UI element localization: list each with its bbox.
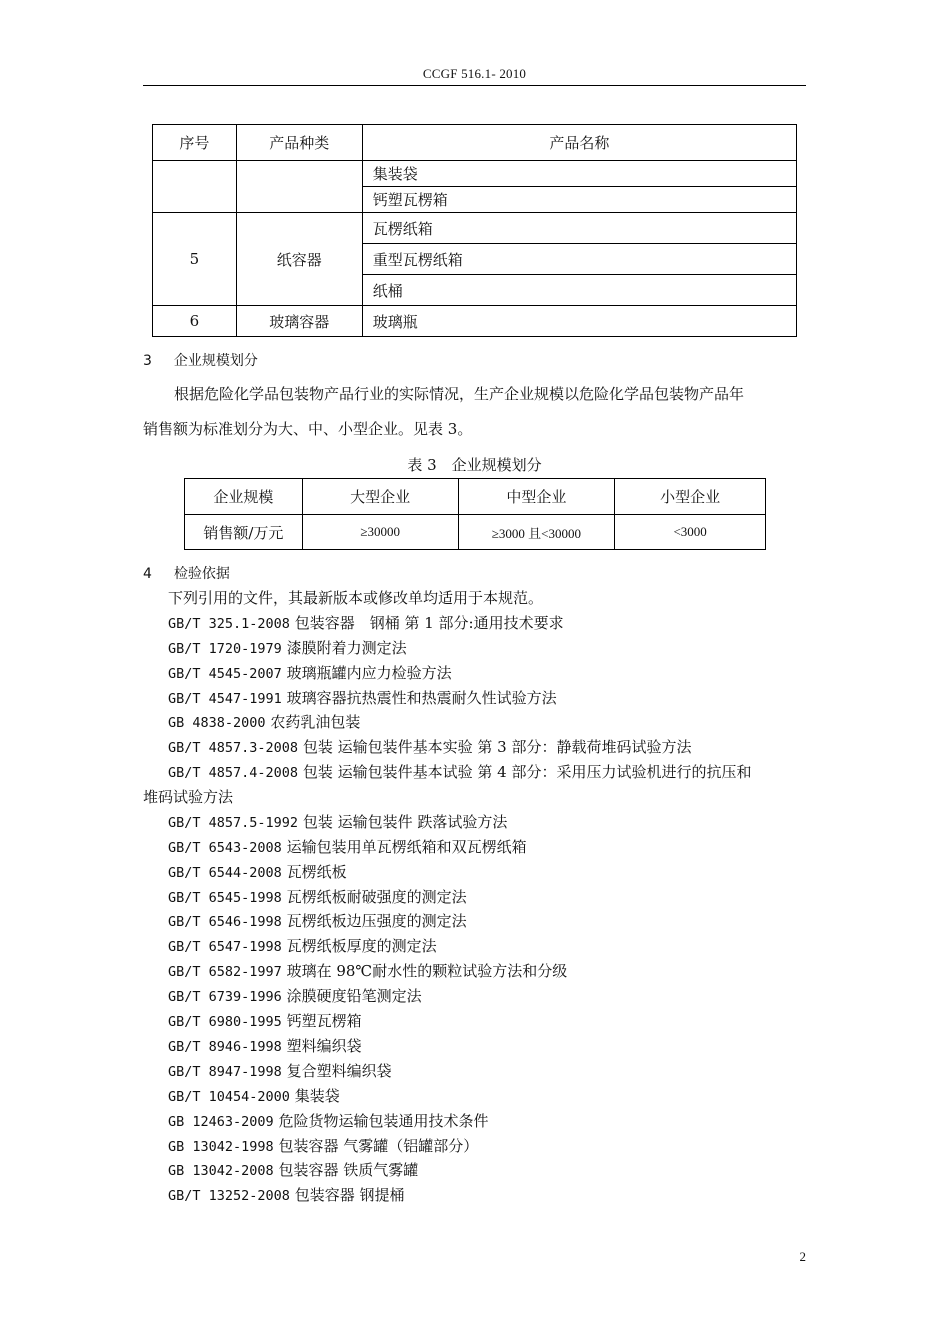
reference-title: 玻璃瓶罐内应力检验方法 <box>286 664 452 682</box>
section-title: 企业规模划分 <box>173 353 258 369</box>
table-cell: 集装袋 <box>362 161 796 187</box>
reference-code: GB/T 325.1-2008 <box>168 616 290 632</box>
reference-code: GB/T 4857.5-1992 <box>168 815 299 831</box>
reference-title: 包装容器 钢桶 第 1 部分:通用技术要求 <box>294 614 564 632</box>
reference-title: 塑料编织袋 <box>286 1037 362 1055</box>
table-header-cell: 大型企业 <box>302 479 458 515</box>
reference-title: 瓦楞纸板厚度的测定法 <box>286 937 437 955</box>
section-number: 3 <box>143 353 152 369</box>
reference-title: 包装 运输包装件基本实验 第 3 部分：静载荷堆码试验方法 <box>302 738 692 756</box>
table-cell: 纸桶 <box>362 275 796 306</box>
section-3-heading <box>143 350 258 370</box>
table-header-row <box>153 125 797 161</box>
page-number: 2 <box>799 1249 806 1264</box>
reference-item <box>168 612 564 633</box>
table-3-caption: 表 3 企业规模划分 <box>407 456 542 474</box>
reference-item <box>168 1184 404 1205</box>
reference-code: GB/T 6543-2008 <box>168 840 282 856</box>
reference-title: 漆膜附着力测定法 <box>286 639 407 657</box>
reference-item <box>168 811 507 832</box>
reference-item <box>168 960 567 981</box>
reference-item <box>168 687 557 708</box>
reference-code: GB 13042-1998 <box>168 1139 274 1155</box>
reference-code: GB/T 4857.4-2008 <box>168 765 299 781</box>
table-row <box>153 213 797 244</box>
reference-item <box>168 1010 362 1031</box>
section-number: 4 <box>143 566 152 582</box>
reference-title: 包装 运输包装件 跌落试验方法 <box>302 813 508 831</box>
reference-continuation: 堆码试验方法 <box>143 788 234 806</box>
table-header-cell: 序号 <box>153 125 237 161</box>
table-header-cell: 小型企业 <box>615 479 766 515</box>
section-3-paragraph-line2: 销售额为标准划分为大、中、小型企业。见表 3。 <box>143 420 473 438</box>
product-table <box>152 124 797 337</box>
reference-item <box>168 886 467 907</box>
table-cell: 瓦楞纸箱 <box>362 213 796 244</box>
table-cell-empty <box>236 161 362 213</box>
table-header-cell: 产品名称 <box>362 125 796 161</box>
reference-code: GB/T 6546-1998 <box>168 914 282 930</box>
reference-title: 钙塑瓦楞箱 <box>286 1012 362 1030</box>
reference-code: GB/T 6545-1998 <box>168 890 282 906</box>
table-cell: ≥30000 <box>302 515 458 550</box>
reference-title: 农药乳油包装 <box>270 713 361 731</box>
table-cell: 重型瓦楞纸箱 <box>362 244 796 275</box>
reference-title: 包装容器 钢提桶 <box>294 1186 405 1204</box>
reference-title: 涂膜硬度铅笔测定法 <box>286 987 422 1005</box>
reference-code: GB/T 6544-2008 <box>168 865 282 881</box>
reference-code: GB/T 6582-1997 <box>168 964 282 980</box>
reference-item <box>168 1135 478 1156</box>
reference-item <box>168 761 751 782</box>
reference-code: GB/T 13252-2008 <box>168 1188 290 1204</box>
reference-code: GB/T 6547-1998 <box>168 939 282 955</box>
section-4-heading <box>143 563 230 583</box>
table-header-row <box>185 479 766 515</box>
table-cell: 5 <box>153 213 237 306</box>
header-rule <box>143 85 806 86</box>
table-cell: 销售额/万元 <box>185 515 303 550</box>
reference-title: 危险货物运输包装通用技术条件 <box>278 1112 489 1130</box>
table-row <box>185 515 766 550</box>
table-cell: 钙塑瓦楞箱 <box>362 187 796 213</box>
section-title: 检验依据 <box>173 566 230 582</box>
reference-code: GB 12463-2009 <box>168 1114 274 1130</box>
reference-title: 复合塑料编织袋 <box>286 1062 392 1080</box>
reference-code: GB/T 1720-1979 <box>168 641 282 657</box>
reference-item <box>168 1060 392 1081</box>
reference-code: GB/T 4857.3-2008 <box>168 740 299 756</box>
reference-item <box>168 662 452 683</box>
reference-item <box>168 836 527 857</box>
reference-title: 瓦楞纸板边压强度的测定法 <box>286 912 467 930</box>
reference-code: GB/T 6980-1995 <box>168 1014 282 1030</box>
reference-code: GB/T 4545-2007 <box>168 666 282 682</box>
reference-item <box>168 1110 488 1131</box>
table-header-cell: 产品种类 <box>236 125 362 161</box>
reference-title: 玻璃在 98℃耐水性的颗粒试验方法和分级 <box>286 962 568 980</box>
document-header-code: CCGF 516.1- 2010 <box>422 66 527 81</box>
table-header-cell: 中型企业 <box>458 479 615 515</box>
reference-code: GB/T 8947-1998 <box>168 1064 282 1080</box>
reference-title: 玻璃容器抗热震性和热震耐久性试验方法 <box>286 689 557 707</box>
reference-code: GB 13042-2008 <box>168 1163 274 1179</box>
reference-item <box>168 985 422 1006</box>
section-4-intro: 下列引用的文件，其最新版本或修改单均适用于本规范。 <box>168 589 544 607</box>
reference-title: 包装容器 铁质气雾罐 <box>278 1161 419 1179</box>
reference-item <box>168 910 467 931</box>
table-cell: ≥3000 且<30000 <box>458 515 615 550</box>
table-cell: 6 <box>153 306 237 337</box>
reference-item <box>168 1035 362 1056</box>
reference-code: GB/T 4547-1991 <box>168 691 282 707</box>
table-cell: 玻璃容器 <box>236 306 362 337</box>
table-cell: 纸容器 <box>236 213 362 306</box>
reference-code: GB/T 8946-1998 <box>168 1039 282 1055</box>
reference-title: 包装 运输包装件基本试验 第 4 部分：采用压力试验机进行的抗压和 <box>302 763 752 781</box>
reference-item <box>168 1159 418 1180</box>
reference-item <box>168 1085 340 1106</box>
reference-title: 运输包装用单瓦楞纸箱和双瓦楞纸箱 <box>286 838 527 856</box>
reference-title: 包装容器 气雾罐（铝罐部分） <box>278 1137 479 1155</box>
table-row <box>153 161 797 187</box>
reference-code: GB/T 6739-1996 <box>168 989 282 1005</box>
table-cell-empty <box>153 161 237 213</box>
enterprise-scale-table <box>184 478 766 550</box>
reference-item <box>168 711 360 732</box>
reference-code: GB/T 10454-2000 <box>168 1089 290 1105</box>
reference-item <box>168 736 691 757</box>
reference-title: 瓦楞纸板 <box>286 863 347 881</box>
reference-code: GB 4838-2000 <box>168 715 266 731</box>
reference-item <box>168 935 437 956</box>
section-3-paragraph-line1: 根据危险化学品包装物产品行业的实际情况，生产企业规模以危险化学品包装物产品年 <box>174 385 745 403</box>
reference-item <box>168 861 347 882</box>
table-header-cell: 企业规模 <box>185 479 303 515</box>
table-cell: <3000 <box>615 515 766 550</box>
reference-title: 瓦楞纸板耐破强度的测定法 <box>286 888 467 906</box>
reference-item <box>168 637 407 658</box>
reference-title: 集装袋 <box>294 1087 340 1105</box>
table-row <box>153 306 797 337</box>
table-cell: 玻璃瓶 <box>362 306 796 337</box>
